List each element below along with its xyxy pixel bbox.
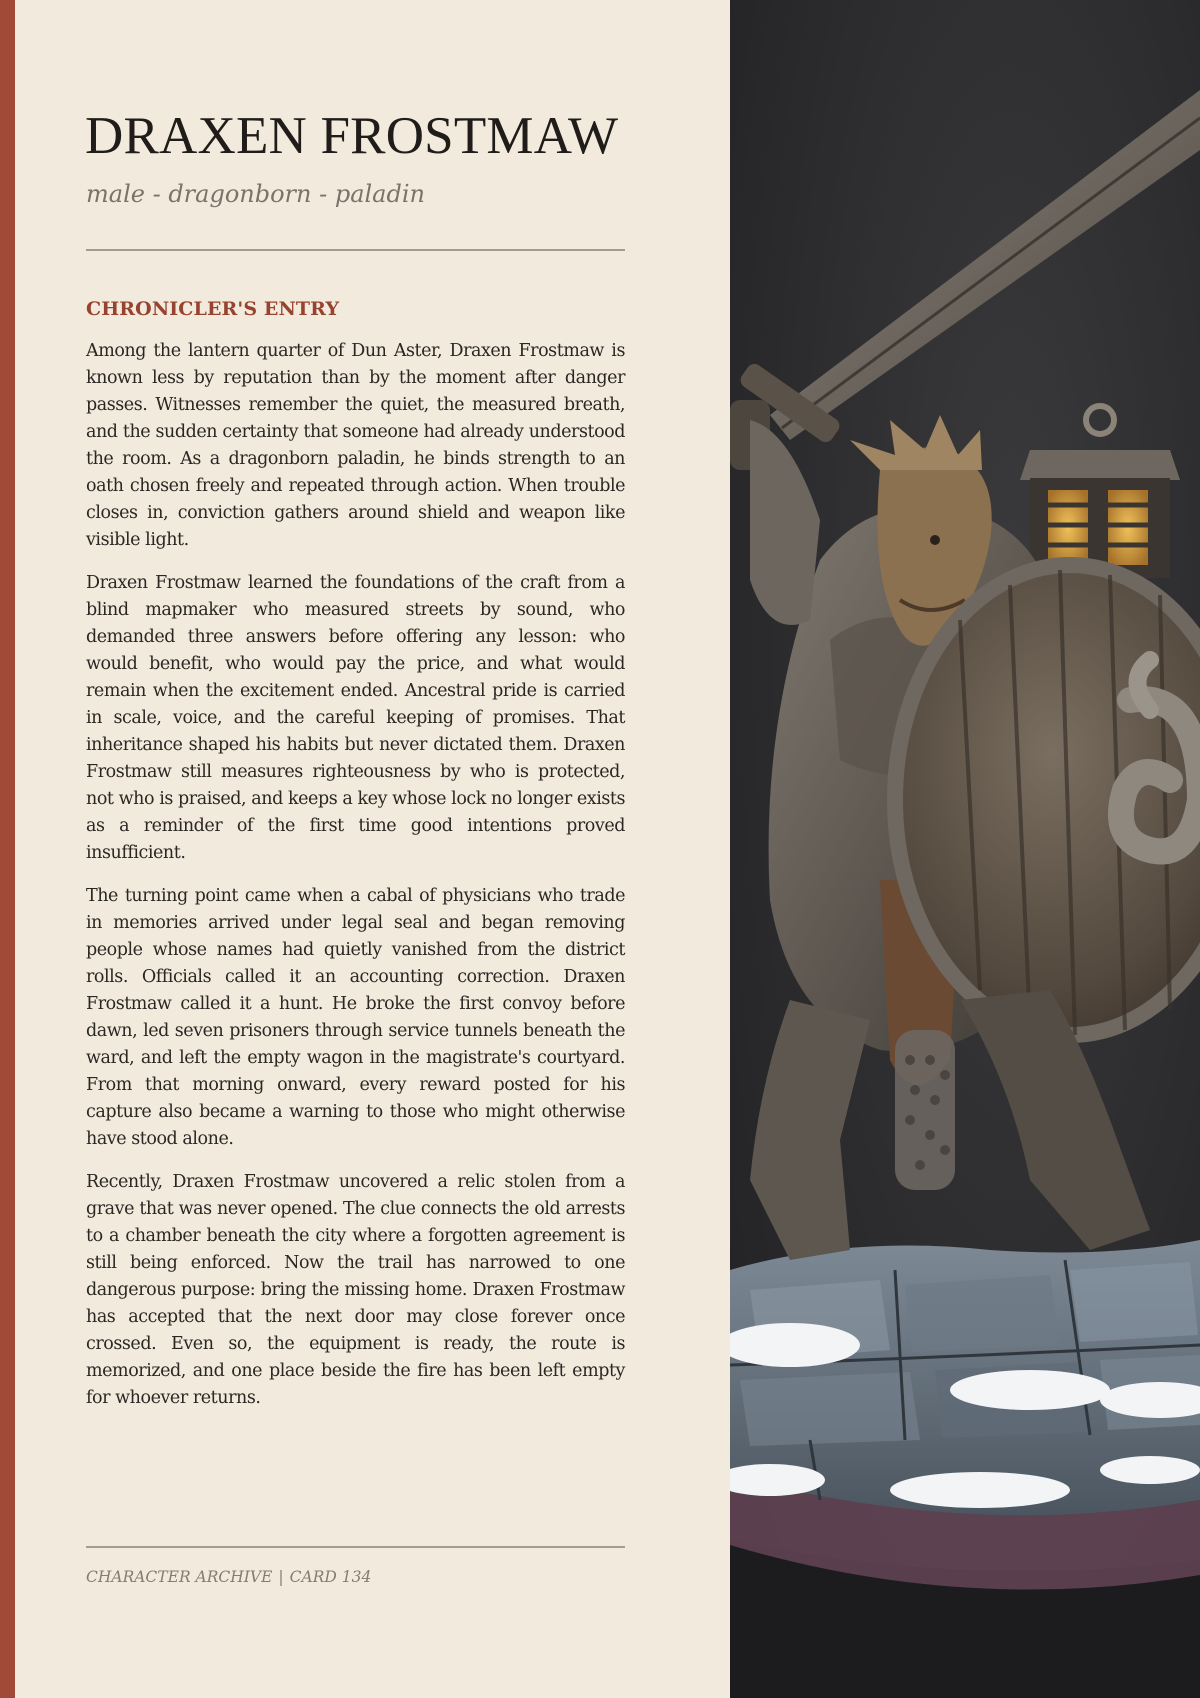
character-illustration xyxy=(730,0,1200,1698)
miniature-figure-image xyxy=(730,0,1200,1698)
footer-card-number: CARD 134 xyxy=(289,1568,372,1586)
entry-paragraph: Among the lantern quarter of Dun Aster, Draxen Frostmaw is known less by reputation than by the moment after danger passes. Witnesses remember the quiet, the measured breath, and the sudden certainty that someone had already understood the room. As a dragonborn paladin, he binds strength to an oath chosen freely and repeated through action. When trouble closes in, conviction gathers around shield and weapon like visible light. xyxy=(86,341,625,550)
footer-separator: | xyxy=(278,1568,284,1586)
header-divider xyxy=(86,249,625,251)
character-name: DRAXEN FROSTMAW xyxy=(85,107,619,165)
footer-archive xyxy=(86,1568,371,1586)
entry-paragraph: Recently, Draxen Frostmaw uncovered a relic stolen from a grave that was never opened. The clue connects the old arrests to a chamber beneath the city where a forgotten agreement is still being enforced. Now the trail has narrowed to one dangerous purpose: bring the missing home. Draxen Frostmaw has accepted that the next door may close forever once crossed. Even so, the equipment is ready, the route is memorized, and one place beside the fire has been left empty for whoever returns. xyxy=(86,1172,625,1408)
footer-archive-label: CHARACTER ARCHIVE xyxy=(86,1568,273,1586)
accent-bar xyxy=(0,0,15,1698)
section-heading: CHRONICLER'S ENTRY xyxy=(86,298,340,320)
footer-divider xyxy=(86,1546,625,1548)
entry-paragraph: The turning point came when a cabal of physicians who trade in memories arrived under legal seal and began removing people whose names had quietly vanished from the district rolls. Officials called it an accounting correction. Draxen Frostmaw called it a hunt. He broke the first convoy before dawn, led seven prisoners through service tunnels beneath the ward, and left the empty wagon in the magistrate's courtyard. From that morning onward, every reward posted for his capture also became a warning to those who might otherwise have stood alone. xyxy=(86,886,625,1149)
character-descriptor: male - dragonborn - paladin xyxy=(86,180,425,208)
entry-paragraph: Draxen Frostmaw learned the foundations of the craft from a blind mapmaker who measured streets by sound, who demanded three answers before offering any lesson: who would benefit, who would pay the price, and what would remain when the excitement ended. Ancestral pride is carried in scale, voice, and the careful keeping of promises. That inheritance shaped his habits but never dictated them. Draxen Frostmaw still measures righteousness by who is protected, not who is praised, and keeps a key whose lock no longer exists as a reminder of the first time good intentions proved insufficient. xyxy=(86,573,625,863)
entry-body xyxy=(86,338,625,1428)
